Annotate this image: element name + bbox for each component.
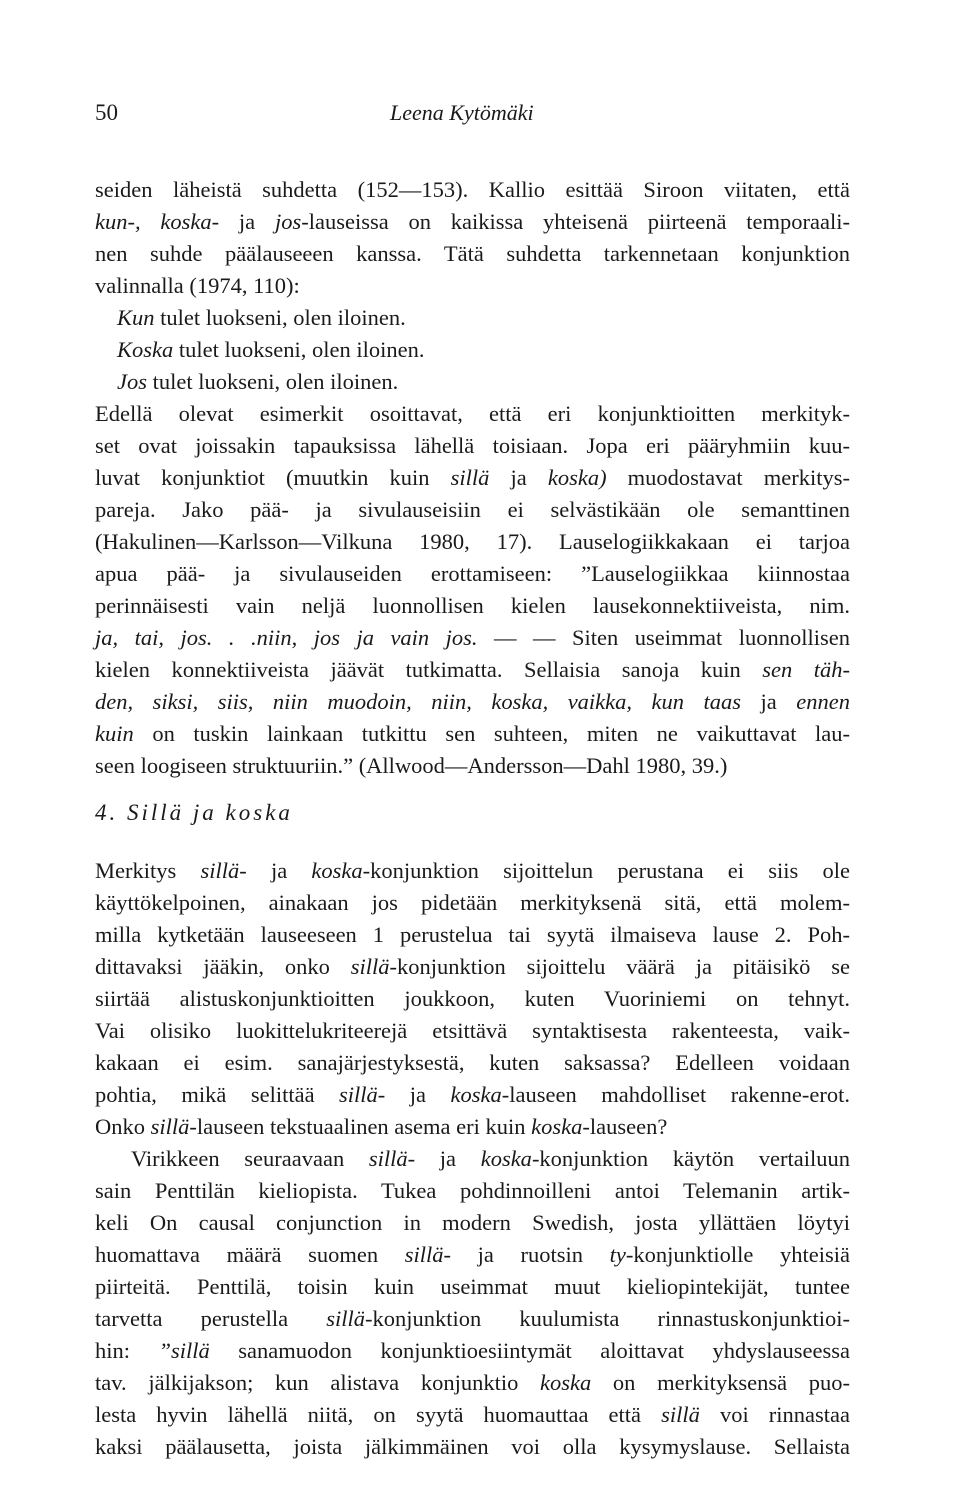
- text-line: Virikkeen seuraavaan sillä- ja koska-konjunktion käytön vertailuun: [131, 1146, 850, 1171]
- text-line: Jos tulet luokseni, olen iloinen.: [117, 369, 399, 394]
- text-line: (Hakulinen—Karlsson—Vilkuna 1980, 17). Lauselogiikkakaan ei tarjoa: [95, 529, 850, 554]
- text-line: Kun tulet luokseni, olen iloinen.: [117, 305, 406, 330]
- text-line: ja, tai, jos. . .niin, jos ja vain jos. — — Siten useimmat luonnollisen: [95, 625, 850, 650]
- text-line: hin: ”sillä sanamuodon konjunktioesiintymät aloittavat yhdyslauseessa: [95, 1338, 850, 1363]
- text-line: apua pää- ja sivulauseiden erottamiseen: ”Lauselogiikkaa kiinnostaa: [95, 561, 850, 586]
- text-line: Vai olisiko luokittelukriteerejä etsittävä syntaktisesta rakenteesta, vaik-: [95, 1018, 850, 1043]
- text-line: tarvetta perustella sillä-konjunktion kuulumista rinnastuskonjunktioi-: [95, 1306, 850, 1331]
- text-line: kielen konnektiiveista jäävät tutkimatta. Sellaisia sanoja kuin sen täh-: [95, 657, 850, 682]
- text-line: dittavaksi jääkin, onko sillä-konjunktion sijoittelu väärä ja pitäisikö se: [95, 954, 850, 979]
- paragraph-block-2: [95, 855, 850, 1463]
- text-line: pareja. Jako pää- ja sivulauseisiin ei selvästikään ole semanttinen: [95, 497, 850, 522]
- text-line: pohtia, mikä selittää sillä- ja koska-lauseen mahdolliset rakenne-erot.: [95, 1082, 850, 1107]
- text-line: perinnäisesti vain neljä luonnollisen kielen lausekonnektiiveista, nim.: [95, 593, 850, 618]
- text-line: Edellä olevat esimerkit osoittavat, että eri konjunktioitten merkityk-: [95, 401, 850, 426]
- text-line: huomattava määrä suomen sillä- ja ruotsin ty-konjunktiolle yhteisiä: [95, 1242, 850, 1267]
- text-line: käyttökelpoinen, ainakaan jos pidetään merkityksenä sitä, että molem-: [95, 890, 850, 915]
- text-line: siirtää alistuskonjunktioitten joukkoon, kuten Vuoriniemi on tehnyt.: [95, 986, 850, 1011]
- text-line: den, siksi, siis, niin muodoin, niin, koska, vaikka, kun taas ja ennen: [95, 689, 850, 714]
- running-header-author: Leena Kytömäki: [390, 100, 534, 125]
- text-line: luvat konjunktiot (muutkin kuin sillä ja koska) muodostavat merkitys-: [95, 465, 850, 490]
- text-line: tav. jälkijakson; kun alistava konjunktio koska on merkityksensä puo-: [95, 1370, 850, 1395]
- text-line: Onko sillä-lauseen tekstuaalinen asema eri kuin koska-lauseen?: [95, 1114, 668, 1139]
- text-line: kakaan ei esim. sanajärjestyksestä, kuten saksassa? Edelleen voidaan: [95, 1050, 850, 1075]
- text-line: kaksi päälausetta, joista jälkimmäinen voi olla kysymyslause. Sellaista: [95, 1434, 850, 1459]
- text-line: seiden läheistä suhdetta (152—153). Kallio esittää Siroon viitaten, että: [95, 177, 850, 202]
- text-line: lesta hyvin lähellä niitä, on syytä huomauttaa että sillä voi rinnastaa: [95, 1402, 850, 1427]
- paragraph-block-1: [95, 174, 850, 782]
- text-line: piirteitä. Penttilä, toisin kuin useimmat muut kieliopintekijät, tuntee: [95, 1274, 850, 1299]
- text-line: Koska tulet luokseni, olen iloinen.: [117, 337, 425, 362]
- text-line: sain Penttilän kieliopista. Tukea pohdinnoilleni antoi Telemanin artik-: [95, 1178, 850, 1203]
- text-line: kuin on tuskin lainkaan tutkittu sen suhteen, miten ne vaikuttavat lau-: [95, 721, 850, 746]
- text-line: set ovat joissakin tapauksissa lähellä toisiaan. Jopa eri pääryhmiin kuu-: [95, 433, 850, 458]
- text-line: kun-, koska- ja jos-lauseissa on kaikissa yhteisenä piirteenä temporaali-: [95, 209, 850, 234]
- text-line: milla kytketään lauseeseen 1 perustelua tai syytä ilmaiseva lause 2. Poh-: [95, 922, 850, 947]
- text-line: nen suhde päälauseeen kanssa. Tätä suhdetta tarkennetaan konjunktion: [95, 241, 850, 266]
- section-heading: 4. Sillä ja koska: [95, 800, 293, 825]
- text-line: keli On causal conjunction in modern Swedish, josta yllättäen löytyi: [95, 1210, 850, 1235]
- page-number: 50: [95, 100, 118, 125]
- text-line: Merkitys sillä- ja koska-konjunktion sijoittelun perustana ei siis ole: [95, 858, 850, 883]
- text-line: valinnalla (1974, 110):: [95, 273, 300, 298]
- text-line: seen loogiseen struktuuriin.” (Allwood—Andersson—Dahl 1980, 39.): [95, 753, 728, 778]
